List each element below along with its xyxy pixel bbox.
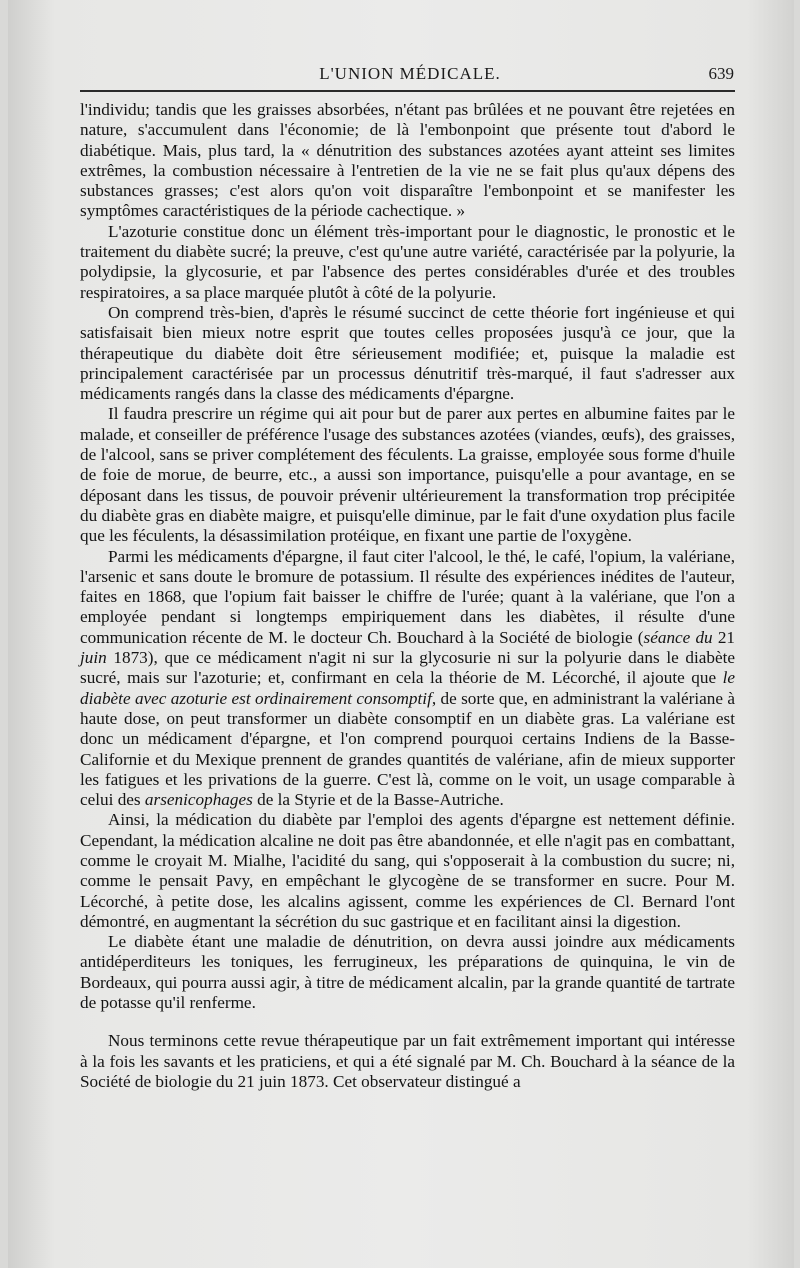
paragraph: Nous terminons cette revue thérapeutique par un fait extrêmement important qui intéresse à la fois les savants et les praticiens, et qui a été signalé par M. Ch. Bouchard à la séance de la Société de biologie du 21 juin 1873. Cet observateur distingué a [80,1031,735,1091]
document-page [8,0,794,1268]
paragraph [80,547,735,811]
paragraph: Il faudra prescrire un régime qui ait pour but de parer aux pertes en albumine faites par le malade, et conseiller de préférence l'usage des substances azotées (viandes, œufs), des graisses, de l'alcool, sans se priver complétement des féculents. La graisse, employée sous forme d'huile de foie de morue, de beurre, etc., a aussi son importance, puisqu'elle a pour avantage, en se déposant dans les tissus, de pouvoir prévenir ultérieurement la transformation trop précipitée du diabète gras en diabète maigre, et puisqu'elle diminue, par le fait d'une oxydation plus facile que les féculents, la désassimilation protéique, en fixant une partie de l'oxygène. [80,404,736,546]
paragraph-text: , de sorte que, en administrant la valériane à haute dose, on peut transformer un diabète consomptif en un diabète gras. La valériane est donc un médicament d'épargne, et l'on comprend pourquoi certains Indiens de la Basse-Californie et du Mexique prennent de grandes quantités de valériane, afin de mieux supporter les fatigues et les privations de la guerre. C'est là, comme on le voit, un usage comparable à celui des [80,688,735,810]
page-number: 639 [708,64,734,83]
italic-text: juin [80,648,107,668]
paragraph: Le diabète étant une maladie de dénutrition, on devra aussi joindre aux médicaments antidéperditeurs les toniques, les ferrugineux, les préparations de quinquina, le vin de Bordeaux, qui pourra aussi agir, à titre de médicament alcalin, par la grande quantité de tartrate de potasse qu'il renferme. [80,932,735,1013]
paragraph-text: 1873), que ce médicament n'agit ni sur la glycosurie ni sur la polyurie dans le diabète sucré, mais sur l'azoturie; et, confirmant en cela la théorie de M. Lécorché, il ajoute que [80,648,735,688]
running-header [80,58,740,90]
paragraph: On comprend très-bien, d'après le résumé succinct de cette théorie fort ingénieuse et qui satisfaisait bien mieux notre esprit que toutes celles proposées jusqu'à ce jour, que la thérapeutique du diabète doit être sérieusement modifiée; et, puisque la maladie est principalement caractérisée par un processus dénutritif très-marqué, il faut s'adresser aux médicaments rangés dans la classe des médicaments d'épargne. [80,302,735,404]
paragraph: Ainsi, la médication du diabète par l'emploi des agents d'épargne est nettement définie. Cependant, la médication alcaline ne doit pas être abandonnée, et elle n'agit pas en combattant, comme le croyait M. Mialhe, l'acidité du sang, qui s'opposerait à la combustion du sucre; ni, comme le pensait Pavy, en empêchant le glycogène de se transformer en sucre. Pour M. Lécorché, à petite dose, les alcalins agissent, comme les expériences de Cl. Bernard l'ont démontré, en augmentant la sécrétion du suc gastrique et en facilitant ainsi la digestion. [80,810,735,931]
article-body [80,100,735,1092]
header-rule [80,90,735,92]
running-title: L'UNION MÉDICALE. [319,64,501,83]
paragraph-text: 21 [712,627,736,647]
italic-text: le diabète avec azoturie est ordinairement consomptif [80,668,735,708]
paragraph-text: Parmi les médicaments d'épargne, il faut citer l'alcool, le thé, le café, l'opium, la valériane, l'arsenic et sans doute le bromure de potassium. Il résulte des expériences inédites de l'auteur, faites en 1868, que l'opium fait baisser le chiffre de l'urée; quant à la valériane, que l'on a employée pendant si longtemps empiriquement dans les diabètes, il résulte d'une communication récente de M. le docteur Ch. Bouchard à la Société de biologie ( [80,546,735,647]
paragraph: l'individu; tandis que les graisses absorbées, n'étant pas brûlées et ne pouvant être rejetées en nature, s'accumulent dans l'économie; de là l'embonpoint que présente tout d'abord le diabétique. Mais, plus tard, la « dénutrition des substances azotées ayant atteint ses limites extrêmes, la combustion nécessaire à l'entretien de la vie ne se fait plus qu'aux dépens des substances grasses; c'est alors qu'on voit disparaître l'embonpoint et se manifester les symptômes caractéristiques de la période cachectique. » [80,100,735,221]
italic-text: arsenicophages [144,790,253,810]
italic-text: séance du [643,627,713,647]
paragraph: L'azoturie constitue donc un élément très-important pour le diagnostic, le pronostic et le traitement du diabète sucré; la preuve, c'est qu'une autre variété, caractérisée par la polyurie, la polydipsie, la glycosurie, et par l'absence des pertes considérables d'urée et des troubles respiratoires, a sa place marquée plutôt à côté de la polyurie. [80,221,735,302]
paragraph-text: de la Styrie et de la Basse-Autriche. [252,790,504,810]
